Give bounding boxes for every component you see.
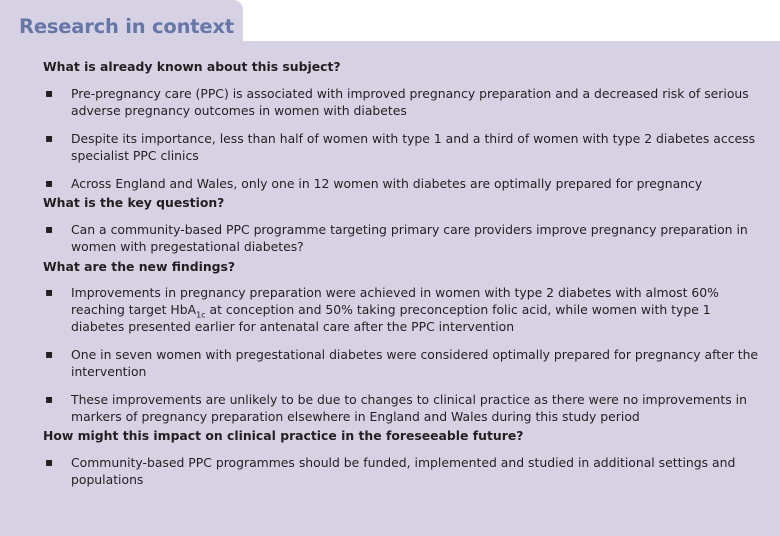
bullet-list — [43, 284, 766, 425]
bullet-icon: ▪ — [45, 392, 54, 406]
bullet-icon: ▪ — [45, 455, 54, 469]
section-heading: What are the new findings? — [43, 259, 236, 274]
title-tab — [0, 0, 243, 46]
bullet-icon: ▪ — [45, 86, 54, 100]
research-in-context-panel — [0, 41, 780, 536]
list-item — [43, 85, 766, 119]
list-item-text: Pre-pregnancy care (PPC) is associated with improved pregnancy preparation and a decreased risk of serious adverse pregnancy outcomes in women with diabetes — [71, 86, 749, 118]
list-item-text: Despite its importance, less than half of women with type 1 and a third of women with type 2 diabetes access specialist PPC clinics — [71, 131, 756, 163]
bullet-icon: ▪ — [45, 285, 54, 299]
section-heading: What is the key question? — [43, 195, 225, 210]
section-heading: How might this impact on clinical practice in the foreseeable future? — [43, 428, 524, 443]
bullet-list — [43, 454, 766, 488]
list-item-text: These improvements are unlikely to be due to changes to clinical practice as there were no improvements in markers of pregnancy preparation elsewhere in England and Wales during this study period — [71, 392, 747, 424]
section-heading: What is already known about this subject? — [43, 59, 341, 74]
list-item — [43, 130, 766, 164]
list-item-text: Community-based PPC programmes should be funded, implemented and studied in additional settings and populations — [71, 455, 736, 487]
list-item — [43, 346, 766, 380]
box-title: Research in context — [19, 15, 234, 38]
bullet-icon: ▪ — [45, 347, 54, 361]
list-item-text: Improvements in pregnancy preparation were achieved in women with type 2 diabetes with almost 60% reaching target HbA$_{1c}$ at conception and 50% taking preconception folic acid, while women with type 1 diabetes presented earlier for antenatal care after the PPC intervention — [71, 285, 719, 334]
list-item — [43, 284, 766, 335]
list-item — [43, 454, 766, 488]
list-item — [43, 391, 766, 425]
subscript: 1c — [196, 310, 206, 320]
list-item — [43, 175, 766, 192]
bullet-list — [43, 85, 766, 192]
list-item-text: Can a community-based PPC programme targeting primary care providers improve pregnancy preparation in women with pregestational diabetes? — [71, 222, 748, 254]
list-item — [43, 221, 766, 255]
bullet-icon: ▪ — [45, 131, 54, 145]
bullet-icon: ▪ — [45, 222, 54, 236]
bullet-list — [43, 221, 766, 255]
list-item-text: One in seven women with pregestational diabetes were considered optimally prepared for pregnancy after the intervention — [71, 347, 759, 379]
bullet-icon: ▪ — [45, 176, 54, 190]
list-item-text: Across England and Wales, only one in 12 women with diabetes are optimally prepared for pregnancy — [71, 176, 703, 191]
